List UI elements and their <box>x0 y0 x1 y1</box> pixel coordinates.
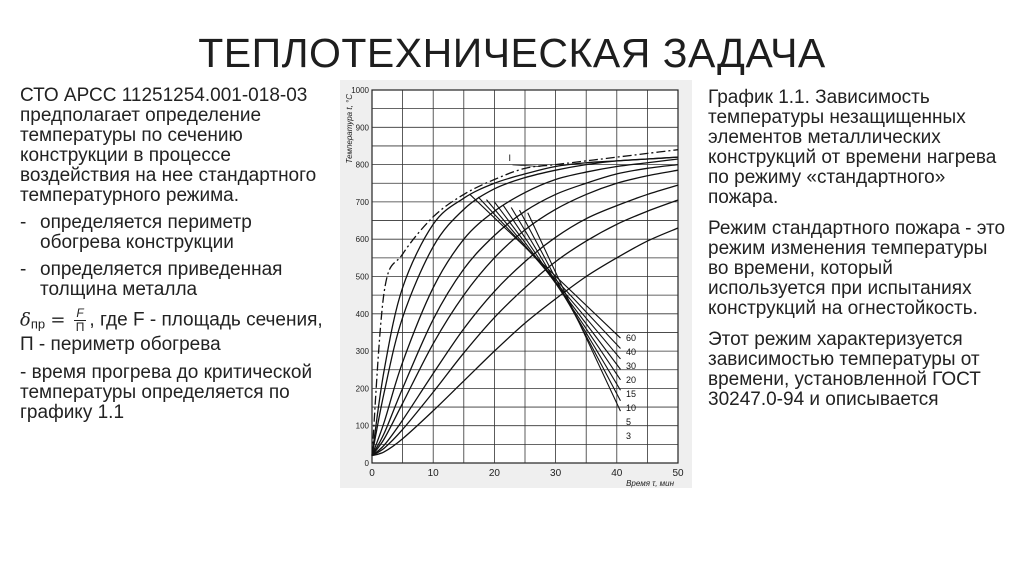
formula-numerator: F <box>74 307 87 321</box>
curve-label: 15 <box>625 388 636 399</box>
y-tick-label: 1000 <box>351 86 369 95</box>
x-tick-label: 40 <box>611 468 623 479</box>
regime-description: Этот режим характеризуется зависимостью температуры от времени, установленной ГОСТ 30247.0-94 и описывается <box>708 329 981 410</box>
chart-svg <box>340 80 692 488</box>
curve-label: 60 <box>625 333 636 344</box>
x-tick-label: 20 <box>488 468 500 479</box>
bullet-thickness: - определяется приведенная толщина металла <box>20 260 330 300</box>
curve-label: 3 <box>625 430 631 441</box>
bullet-perimeter-text: определяется периметр обогрева конструкции <box>40 212 252 253</box>
y-tick-label: 100 <box>355 421 369 431</box>
left-text-column <box>20 86 330 430</box>
right-text-column <box>708 88 1008 421</box>
standard-fire-definition: Режим стандартного пожара - это режим изменения температуры во времени, который используется при испытаниях конструкций на огнестойкость. <box>708 218 1006 319</box>
y-tick-label: 900 <box>355 123 369 133</box>
y-tick-label: 500 <box>355 272 369 282</box>
curve-label: 40 <box>625 347 636 358</box>
temperature-time-chart <box>340 80 692 488</box>
y-tick-label: 200 <box>355 384 369 394</box>
y-axis-label: Температура t, °C <box>345 94 354 164</box>
bullet-perimeter: - определяется периметр обогрева конструкции <box>20 213 330 253</box>
y-tick-label: 300 <box>355 347 369 357</box>
formula-subscript: пр <box>30 316 46 332</box>
formula-fraction <box>74 307 87 334</box>
bullet-heating-time: - время прогрева до критической температуры определяется по графику 1.1 <box>20 361 313 423</box>
standard-curve-label: I <box>508 152 511 163</box>
y-tick-label: 700 <box>355 197 369 207</box>
formula-description: , где F - площадь сечения, П - периметр обогрева <box>20 309 323 355</box>
curve-label: 30 <box>625 361 636 372</box>
graph-caption: График 1.1. Зависимость температуры незащищенных элементов металлических конструкций от времени нагрева по режиму «стандартного» пожара. <box>708 87 997 208</box>
x-tick-label: 10 <box>427 468 439 479</box>
x-tick-label: 0 <box>369 468 375 479</box>
y-tick-label: 400 <box>355 309 369 319</box>
formula-line: $\delta_{пр}$ = $\frac{F}{П}$ , где F - площадь сечения, П - периметр обогрева <box>20 306 323 355</box>
formula-denominator: П <box>75 320 85 334</box>
slide-title: ТЕПЛОТЕХНИЧЕСКАЯ ЗАДАЧА <box>198 30 826 76</box>
y-tick-label: 0 <box>364 459 369 468</box>
curve-label: 10 <box>625 402 636 413</box>
bullet-thickness-text: определяется приведенная толщина металла <box>40 259 283 300</box>
x-tick-label: 50 <box>672 468 684 479</box>
intro-paragraph: СТО АРСС 11251254.001-018-03 предполагает определение температуры по сечению конструкции в процессе воздействия на нее стандартного температурного режима. <box>20 85 317 206</box>
curve-label: 5 <box>625 416 631 427</box>
curve-label: 20 <box>625 375 636 386</box>
formula-symbol: δ <box>20 309 31 331</box>
y-tick-label: 600 <box>355 235 369 245</box>
x-tick-label: 30 <box>550 468 562 479</box>
y-tick-label: 800 <box>355 160 369 170</box>
x-axis-label: Время τ, мин <box>626 479 674 488</box>
